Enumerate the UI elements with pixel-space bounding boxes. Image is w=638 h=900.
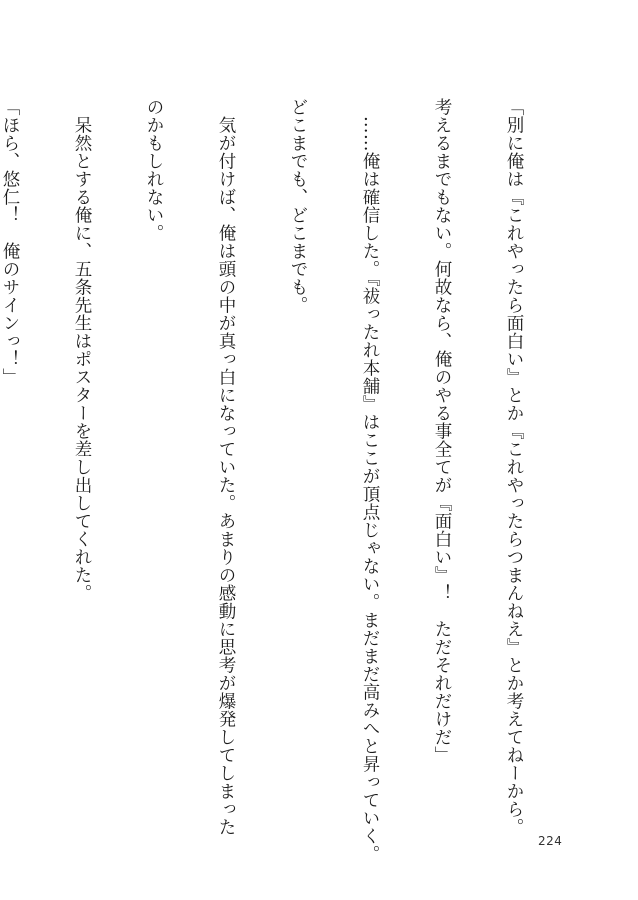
text-line: 「別に俺は『これやったら面白い』とか『これやったらつまんねえ』とか考えてねーから。 [504, 98, 524, 836]
text-line: どこまでも、どこまでも。 [288, 98, 308, 314]
text-line: 気が付けば、俺は頭の中が真っ白になっていた。あまりの感動に思考が爆発してしまった [216, 98, 236, 836]
text-line: 「ほら、悠仁！ 俺のサインっ！」 [0, 98, 20, 386]
text-line: 呆然とする俺に、五条先生はポスターを差し出してくれた。 [72, 98, 92, 602]
page-number: 224 [538, 834, 563, 848]
text-line: 考えるまでもない。何故なら、俺のやる事全てが『面白い』！ ただそれだけだ」 [432, 98, 452, 764]
text-line: ……俺は確信した。『祓ったれ本舗』はここが頂点じゃない。まだまだ高みへと昇っていく。 [360, 98, 380, 864]
text-line: のかもしれない。 [144, 98, 164, 242]
